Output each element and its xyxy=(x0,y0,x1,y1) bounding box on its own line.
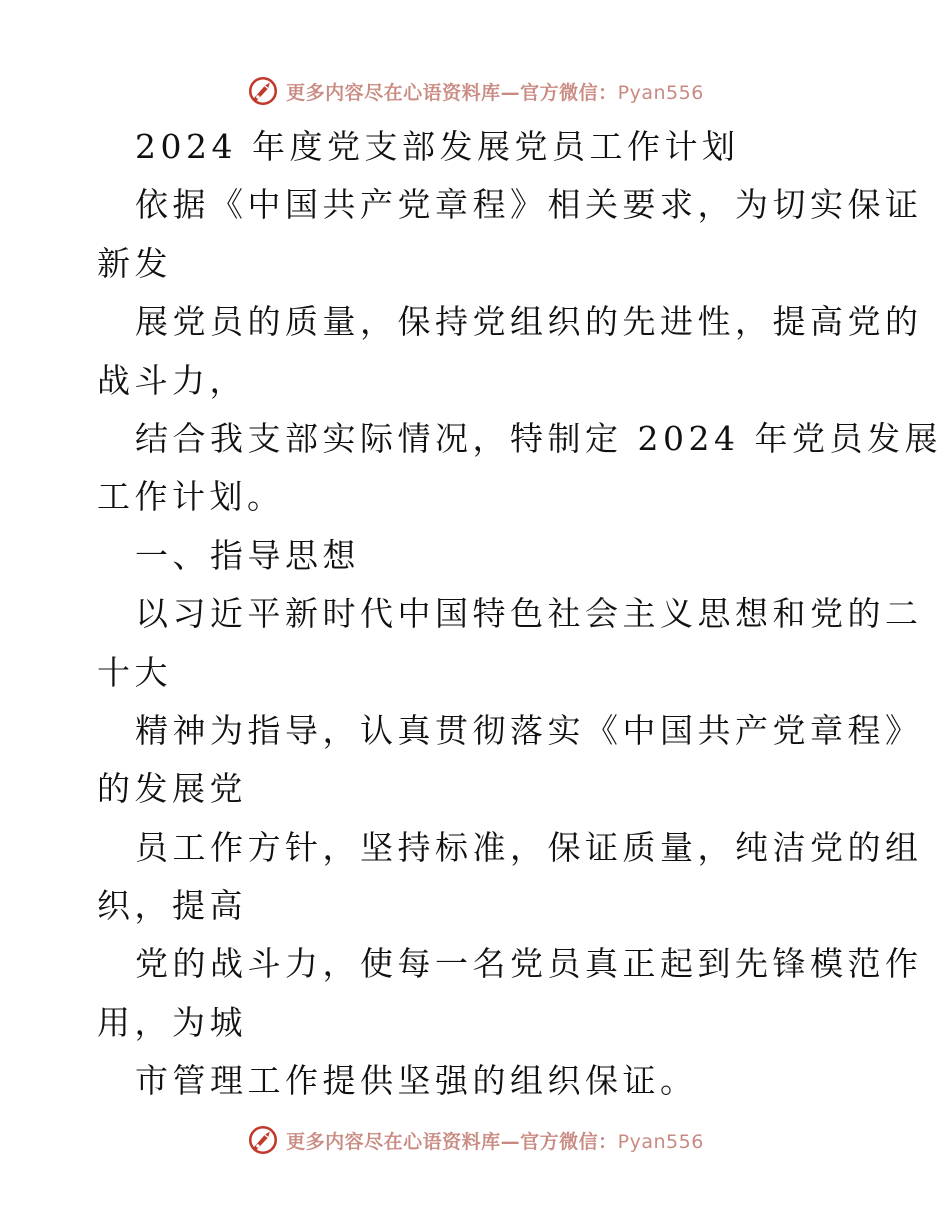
header-watermark xyxy=(0,71,950,111)
footer-watermark xyxy=(0,1120,950,1160)
paragraph-line: 用，为城 xyxy=(97,1002,247,1042)
paragraph-line: 的发展党 xyxy=(97,769,247,809)
document-body xyxy=(97,118,942,1111)
paragraph-line: 战斗力， xyxy=(97,360,247,400)
paragraph-line: 展党员的质量，保持党组织的先进性，提高党的 xyxy=(135,302,923,342)
paragraph-line: 市管理工作提供坚强的组织保证。 xyxy=(135,1061,698,1101)
paragraph-line: 党的战斗力，使每一名党员真正起到先锋模范作 xyxy=(135,944,923,984)
paragraph-line: 以习近平新时代中国特色社会主义思想和党的二 xyxy=(135,594,923,634)
paragraph-line: 十大 xyxy=(97,652,172,692)
paragraph-line: 一、指导思想 xyxy=(135,535,360,575)
paragraph-line: 精神为指导，认真贯彻落实《中国共产党章程》 xyxy=(135,710,923,750)
pen-nib-logo-icon xyxy=(246,74,280,108)
paragraph-line: 依据《中国共产党章程》相关要求，为切实保证 xyxy=(135,185,923,225)
watermark-text: 更多内容尽在心语资料库—官方微信：Pyan556 xyxy=(286,81,704,104)
paragraph-line: 工作计划。 xyxy=(97,477,285,517)
paragraph-line: 员工作方针，坚持标准，保证质量，纯洁党的组 xyxy=(135,827,923,867)
pen-nib-logo-icon xyxy=(246,1123,280,1157)
paragraph-line: 织，提高 xyxy=(97,886,247,926)
paragraph-line: 新发 xyxy=(97,243,172,283)
watermark-text: 更多内容尽在心语资料库—官方微信：Pyan556 xyxy=(286,1130,704,1153)
paragraph-line: 2024 年度党支部发展党员工作计划 xyxy=(135,127,740,166)
paragraph-line: 结合我支部实际情况，特制定 2024 年党员发展 xyxy=(135,418,942,458)
